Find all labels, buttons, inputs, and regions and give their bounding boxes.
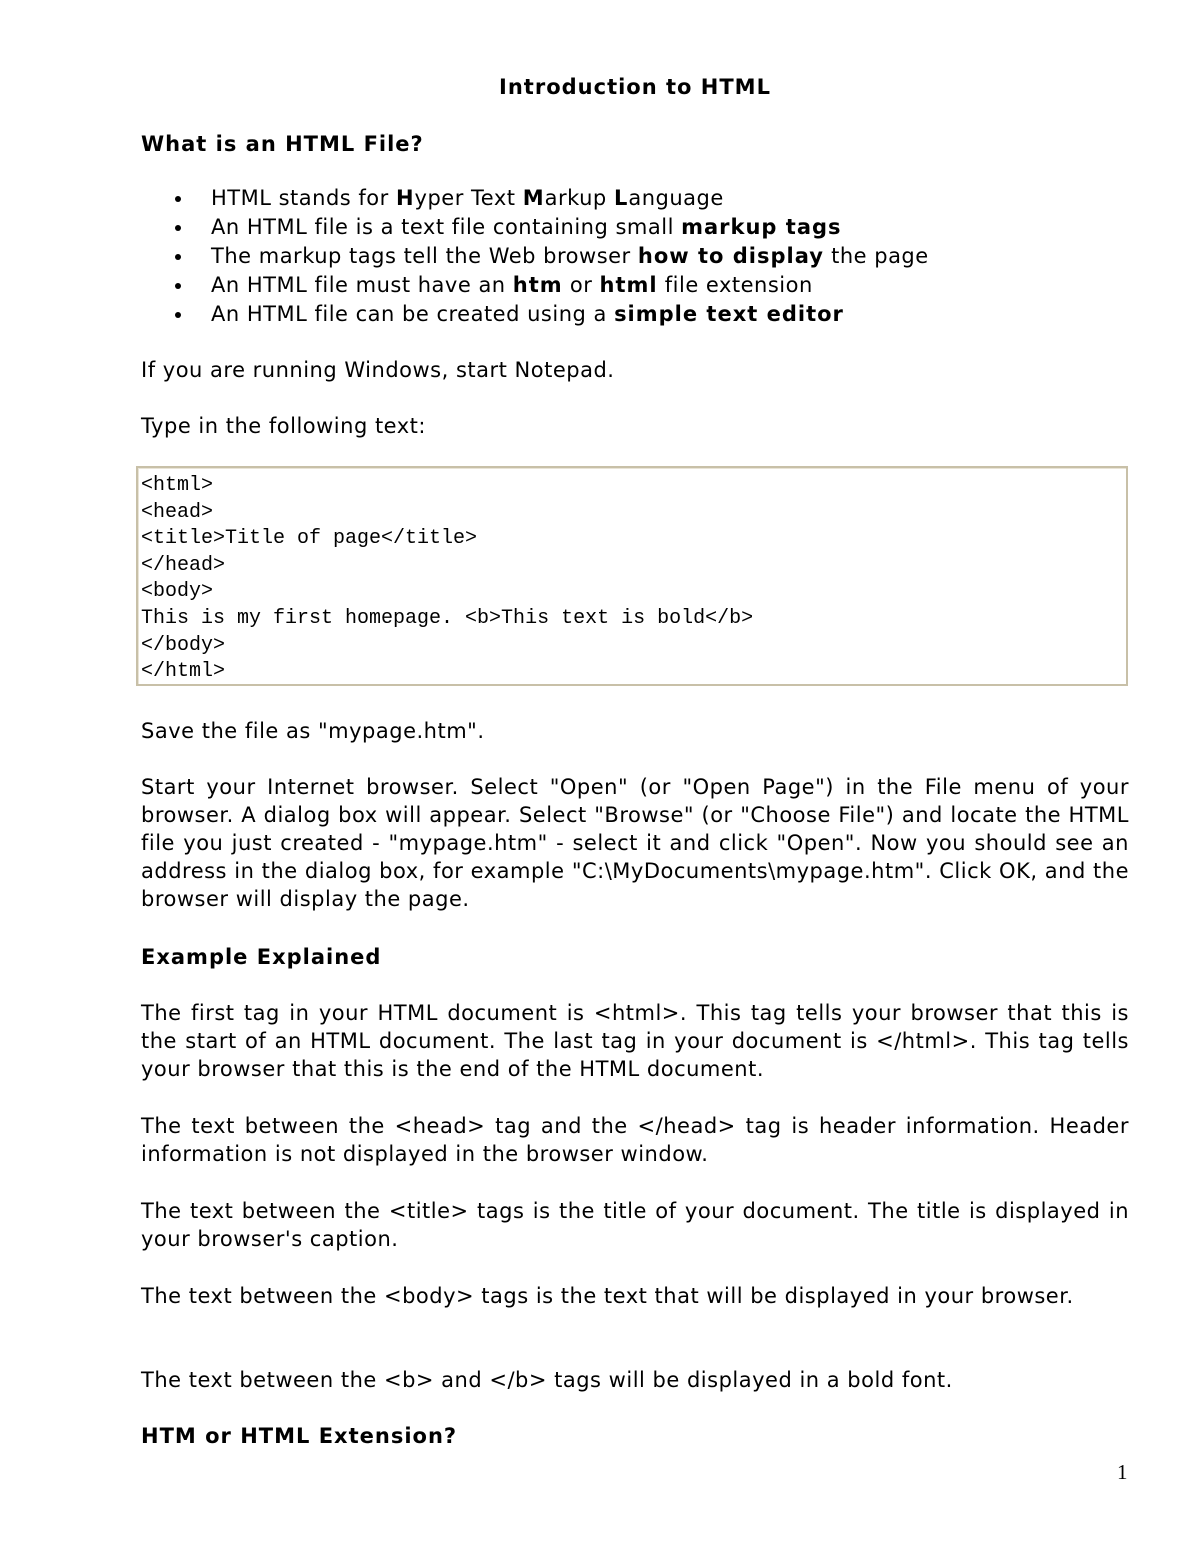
bullet-dot-icon [175,254,181,260]
code-line: </body> [141,633,226,657]
bullet-item [141,271,929,300]
code-line: <html> [141,474,214,497]
bullet-bold-text: html [599,273,658,297]
bullet-bold-text: L [613,186,629,210]
paragraph-body-tag: The text between the <body> tags is the text that will be displayed in your browser. [141,1284,1074,1308]
bullet-text: HTML stands for [211,186,396,210]
bullet-bold-text: how to display [637,244,824,268]
bullet-dot-icon [175,283,181,289]
bullet-text: An HTML file is a text file containing small [211,215,682,239]
bullet-text: yper Text [414,186,523,210]
code-line: This is my first homepage. <b>This text is bold</b> [141,606,754,630]
section-heading-what-is-html: What is an HTML File? [141,132,424,156]
bullet-bold-text: M [522,186,545,210]
code-line: <head> [141,500,214,524]
bullet-dot-icon [175,312,181,318]
paragraph-save: Save the file as "mypage.htm". [141,719,485,743]
code-line: <title>Title of page</title> [141,527,478,551]
paragraph-head-tag: The text between the <head> tag and the </head> tag is header information. Header information is not displayed in the browser window. [141,1114,1129,1166]
paragraph-start-browser: Start your Internet browser. Select "Open" (or "Open Page") in the File menu of your browser. A dialog box will appear. Select "Browse" (or "Choose File") and locate the HTML file you just created - "mypage.htm" - select it and click "Open". Now you should see an address in the dialog box, for example "C:\MyDocuments\mypage.htm". Click OK, and the browser will display the page. [141,775,1129,911]
bullet-bold-text: htm [512,273,563,297]
section-heading-htm-or-html: HTM or HTML Extension? [141,1424,458,1448]
bullet-text: anguage [628,186,724,210]
bullet-text: the page [823,244,929,268]
bullet-list [141,184,929,329]
paragraph-title-tag: The text between the <title> tags is the title of your document. The title is displayed in your browser's caption. [141,1199,1129,1251]
bullet-bold-text: H [395,186,415,210]
paragraph-type: Type in the following text: [141,414,426,438]
bullet-item [141,213,929,242]
code-lines [141,473,753,686]
code-line: </html> [141,660,226,684]
code-line: </head> [141,553,226,577]
bullet-text: arkup [544,186,614,210]
code-line: <body> [141,580,214,604]
bullet-text: An HTML file can be created using a [211,302,615,326]
bullet-dot-icon [175,225,181,231]
page-number: 1 [1117,1460,1128,1484]
code-box [136,466,1128,686]
bullet-text: The markup tags tell the Web browser [211,244,638,268]
bullet-bold-text: simple text editor [614,302,844,326]
bullet-text: An HTML file must have an [211,273,513,297]
document-title: Introduction to HTML [499,75,771,99]
paragraph-first-tag: The first tag in your HTML document is <html>. This tag tells your browser that this is the start of an HTML document. The last tag in your document is </html>. This tag tells your browser that this is the end of the HTML document. [141,1001,1129,1081]
bullet-item [141,184,929,213]
bullet-item [141,242,929,271]
bullet-item [141,300,929,329]
paragraph-windows: If you are running Windows, start Notepad. [141,358,615,382]
paragraph-b-tag: The text between the <b> and </b> tags will be displayed in a bold font. [141,1368,953,1392]
bullet-text: or [562,273,600,297]
section-heading-example-explained: Example Explained [141,945,382,969]
bullet-bold-text: markup tags [681,215,842,239]
bullet-text: file extension [657,273,813,297]
bullet-dot-icon [175,196,181,202]
